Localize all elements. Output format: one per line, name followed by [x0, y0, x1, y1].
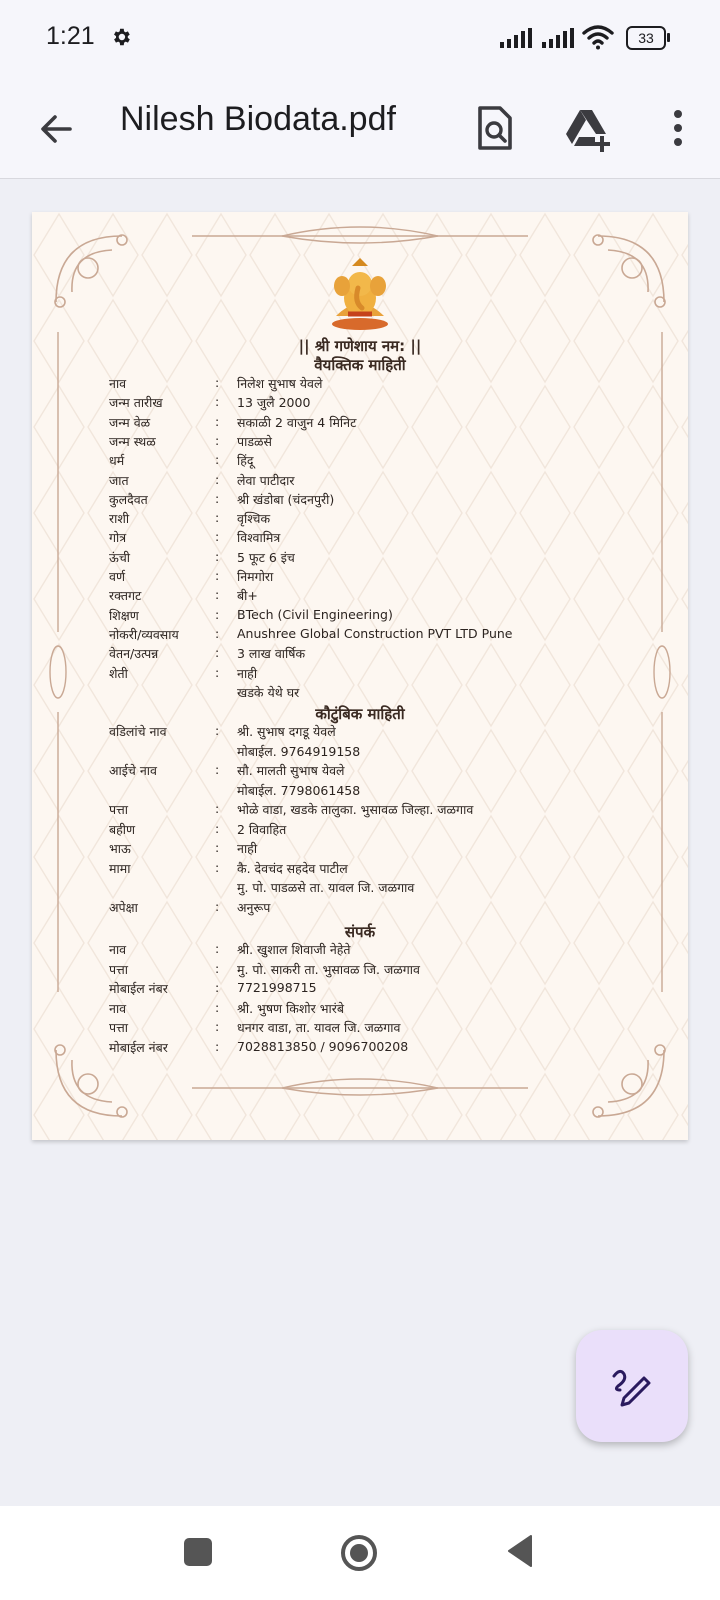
detail-value: नाही — [237, 665, 258, 681]
detail-label: मोबाईल नंबर — [109, 981, 168, 996]
detail-row — [32, 626, 688, 646]
detail-separator: : — [215, 394, 220, 410]
detail-separator: : — [215, 941, 220, 956]
detail-separator: : — [215, 452, 220, 468]
detail-label: नाव — [109, 1000, 127, 1016]
signal-icon — [542, 28, 576, 48]
detail-label: पत्ता — [109, 802, 128, 817]
detail-row — [32, 491, 688, 511]
detail-row — [32, 1019, 688, 1039]
detail-separator: : — [215, 960, 220, 976]
detail-value: श्री खंडोबा (चंदनपुरी) — [237, 491, 335, 507]
gear-icon — [110, 26, 132, 48]
detail-separator: : — [215, 625, 220, 641]
detail-value: 2 विवाहित — [237, 821, 287, 837]
detail-row — [32, 414, 688, 434]
detail-value: विश्वामित्र — [237, 530, 281, 546]
detail-separator: : — [215, 510, 220, 526]
detail-label: आईचे नाव — [109, 763, 157, 778]
detail-row — [32, 665, 688, 685]
detail-row — [32, 645, 688, 665]
detail-value: धनगर वाडा, ता. यावल जि. जळगाव — [237, 1020, 401, 1035]
detail-separator: : — [215, 432, 220, 448]
document-title: Nilesh Biodata.pdf — [120, 100, 396, 138]
edit-pen-icon — [610, 1364, 654, 1408]
detail-label: जन्म तारीख — [109, 395, 163, 411]
detail-value: मोबाईल. 7798061458 — [237, 782, 361, 798]
detail-value: नाही — [237, 841, 258, 856]
detail-row — [32, 607, 688, 627]
invocation-heading: || श्री गणेशाय नम: || — [298, 337, 422, 355]
detail-value: सकाळी 2 वाजुन 4 मिनिट — [237, 414, 357, 430]
pdf-page[interactable] — [32, 212, 688, 1140]
detail-value: हिंदू — [237, 453, 254, 469]
wifi-icon — [582, 24, 614, 50]
detail-row — [32, 840, 688, 860]
detail-value: बी+ — [237, 588, 258, 604]
detail-label: मामा — [109, 860, 131, 876]
detail-row — [32, 762, 688, 782]
detail-label: बहीण — [109, 821, 136, 837]
system-nav-bar — [0, 1506, 720, 1600]
battery-icon — [626, 26, 668, 50]
detail-separator: : — [215, 645, 220, 661]
detail-label: ऊंची — [109, 549, 130, 565]
detail-value: अनुरूप — [237, 899, 271, 915]
detail-row — [32, 1039, 688, 1059]
section-heading-family: कौटुंबिक माहिती — [315, 705, 405, 723]
detail-row — [32, 452, 688, 472]
detail-row — [32, 980, 688, 1000]
detail-row — [32, 821, 688, 841]
detail-row — [32, 899, 688, 919]
detail-separator: : — [215, 762, 220, 777]
detail-value: मु. पो. साकरी ता. भुसावळ जि. जळगाव — [237, 961, 420, 977]
drive-add-icon[interactable] — [562, 102, 614, 154]
detail-separator: : — [215, 999, 220, 1015]
detail-row — [32, 587, 688, 607]
more-vert-icon[interactable] — [652, 102, 704, 154]
detail-row — [32, 743, 688, 763]
detail-value: 7721998715 — [237, 980, 317, 995]
detail-label: पत्ता — [109, 1020, 128, 1035]
signal-icon — [500, 28, 534, 48]
detail-value: पाडळसे — [237, 433, 272, 449]
detail-value: 13 जुलै 2000 — [237, 395, 311, 411]
detail-separator: : — [215, 1038, 220, 1054]
detail-label: मोबाईल नंबर — [109, 1039, 168, 1055]
detail-separator: : — [215, 471, 220, 487]
detail-label: वर्ण — [109, 569, 125, 584]
detail-row — [32, 723, 688, 743]
detail-value: श्री. सुभाष दगडू येवले — [237, 724, 336, 739]
detail-separator: : — [215, 859, 220, 875]
detail-row — [32, 529, 688, 549]
detail-label: रक्तगट — [109, 588, 142, 604]
detail-value: 3 लाख वार्षिक — [237, 646, 306, 662]
detail-value: निलेश सुभाष येवले — [237, 376, 323, 391]
detail-row — [32, 549, 688, 569]
app-toolbar — [0, 78, 720, 179]
detail-row — [32, 941, 688, 961]
detail-row — [32, 568, 688, 588]
back-triangle-icon[interactable] — [505, 1534, 535, 1568]
detail-label: नाव — [109, 376, 127, 391]
recents-square-icon[interactable] — [184, 1538, 212, 1566]
detail-row — [32, 684, 688, 704]
detail-separator: : — [215, 375, 220, 390]
detail-row — [32, 782, 688, 802]
detail-separator: : — [215, 606, 220, 622]
detail-separator: : — [215, 529, 220, 545]
detail-separator: : — [215, 587, 220, 603]
detail-row — [32, 433, 688, 453]
back-arrow-icon[interactable] — [36, 108, 78, 150]
detail-row — [32, 1000, 688, 1020]
detail-separator: : — [215, 820, 220, 836]
detail-row — [32, 394, 688, 414]
detail-label: शेती — [109, 665, 128, 681]
detail-value: वृश्चिक — [237, 511, 271, 527]
detail-label: नाव — [109, 942, 127, 957]
home-circle-icon[interactable] — [340, 1534, 378, 1572]
detail-separator: : — [215, 801, 220, 816]
detail-separator: : — [215, 490, 220, 506]
detail-value: 7028813850 / 9096700208 — [237, 1038, 409, 1054]
detail-separator: : — [215, 664, 220, 680]
detail-value: मु. पो. पाडळसे ता. यावल जि. जळगाव — [237, 880, 415, 895]
detail-row — [32, 860, 688, 880]
detail-label: वेतन/उत्पन्न — [109, 646, 159, 662]
detail-row — [32, 510, 688, 530]
detail-separator: : — [215, 840, 220, 855]
detail-value: श्री. खुशाल शिवाजी नेहेते — [237, 942, 351, 957]
detail-label: कुलदैवत — [109, 491, 148, 507]
status-bar — [0, 0, 720, 78]
detail-label: जन्म वेळ — [109, 414, 151, 430]
detail-separator: : — [215, 1019, 220, 1034]
find-in-page-icon[interactable] — [468, 102, 520, 154]
detail-label: भाऊ — [109, 841, 131, 856]
detail-separator: : — [215, 568, 220, 583]
detail-label: गोत्र — [109, 530, 127, 546]
detail-separator: : — [215, 898, 220, 914]
detail-row — [32, 472, 688, 492]
detail-separator: : — [215, 723, 220, 738]
detail-value: सौ. मालती सुभाष येवले — [237, 763, 345, 778]
clock: 1:21 — [46, 22, 95, 50]
edit-fab-button[interactable] — [576, 1330, 688, 1442]
detail-label: जात — [109, 472, 129, 488]
detail-label: शिक्षण — [109, 607, 139, 623]
detail-value: भोळे वाडा, खडके तालुका. भुसावळ जिल्हा. जळगाव — [237, 802, 474, 817]
detail-row — [32, 961, 688, 981]
detail-value: Anushree Global Construction PVT LTD Pune — [237, 625, 513, 641]
detail-label: पत्ता — [109, 961, 128, 977]
ganesha-image — [328, 258, 392, 332]
detail-value: BTech (Civil Engineering) — [237, 606, 393, 622]
detail-label: वडिलांचे नाव — [109, 724, 167, 739]
detail-value: 5 फूट 6 इंच — [237, 549, 295, 565]
detail-value: श्री. भुषण किशोर भारंबे — [237, 1000, 344, 1016]
detail-value: मोबाईल. 9764919158 — [237, 743, 361, 759]
detail-row — [32, 801, 688, 821]
detail-separator: : — [215, 413, 220, 429]
detail-value: निमगोरा — [237, 569, 274, 584]
detail-separator: : — [215, 548, 220, 564]
detail-label: राशी — [109, 511, 130, 527]
detail-value: कै. देवचंद सहदेव पाटील — [237, 860, 348, 876]
detail-label: नोकरी/व्यवसाय — [109, 626, 179, 642]
detail-value: लेवा पाटीदार — [237, 472, 295, 488]
detail-label: धर्म — [109, 453, 125, 469]
detail-row — [32, 375, 688, 395]
detail-row — [32, 879, 688, 899]
detail-label: जन्म स्थळ — [109, 433, 156, 449]
section-heading-contact: संपर्क — [344, 923, 376, 941]
section-heading-personal: वैयक्तिक माहिती — [314, 356, 406, 374]
detail-value: खडके येथे घर — [237, 684, 300, 700]
detail-separator: : — [215, 980, 220, 995]
detail-label: अपेक्षा — [109, 899, 138, 915]
battery-level: 33 — [626, 26, 666, 50]
